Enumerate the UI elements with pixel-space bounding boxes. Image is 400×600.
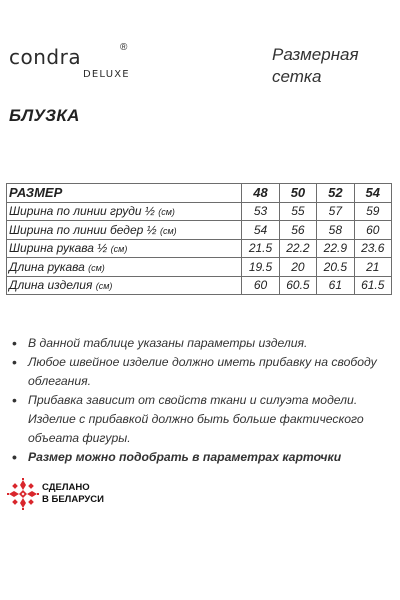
row-unit: (см) (95, 281, 113, 292)
row-value: 56 (279, 221, 316, 240)
row-label-text: Ширина рукава ½ (9, 241, 108, 256)
made-in-badge (7, 478, 147, 512)
row-label (7, 258, 242, 277)
row-value: 22.2 (279, 239, 316, 258)
row-unit: (см) (110, 244, 128, 255)
header-size: 52 (317, 184, 354, 203)
note-text: Прибавка зависит от свойств ткани и силуэта модели. Изделие с прибавкой должно быть больше фактического объеата фигуры. (28, 393, 364, 445)
row-value: 21 (354, 258, 391, 277)
size-table (6, 183, 392, 295)
made-in-line1: СДЕЛАНО (42, 482, 90, 493)
row-value: 57 (317, 202, 354, 221)
belarus-ornament-icon (7, 478, 39, 510)
row-unit: (см) (158, 207, 175, 218)
note-text: В данной таблице указаны параметры изделия. (28, 336, 308, 350)
row-label-text: Ширина по линии груди ½ (9, 204, 155, 219)
product-name: БЛУЗКА (9, 106, 80, 125)
row-label (7, 239, 242, 258)
row-value: 54 (242, 221, 279, 240)
row-label-text: Длина рукава (9, 259, 85, 274)
document-title-line2: сетка (272, 67, 322, 86)
bullet-icon: • (12, 449, 17, 465)
row-label-text: Ширина по линии бедер ½ (9, 222, 157, 237)
table-row (7, 276, 392, 295)
document-title-line1: Размерная (272, 45, 359, 64)
notes-list (12, 334, 382, 467)
document-title (272, 44, 392, 88)
row-value: 22.9 (317, 239, 354, 258)
row-unit: (см) (159, 225, 177, 236)
note-item (12, 391, 382, 448)
row-label-text: Длина изделия (9, 278, 93, 293)
header-size: 54 (354, 184, 391, 203)
note-text: Любое швейное изделие должно иметь прибавку на свободу облегания. (28, 355, 377, 388)
brand-name: condra (9, 45, 82, 69)
row-value: 60 (242, 276, 279, 295)
row-value: 23.6 (354, 239, 391, 258)
table-header-row (7, 184, 392, 203)
row-value: 58 (317, 221, 354, 240)
row-value: 61 (317, 276, 354, 295)
brand-subline: DELUXE (83, 69, 130, 80)
note-item (12, 353, 382, 391)
note-text: Размер можно подобрать в параметрах карточки (28, 450, 342, 464)
row-value: 20 (279, 258, 316, 277)
row-label (7, 221, 242, 240)
header-size: 48 (242, 184, 279, 203)
table-row (7, 221, 392, 240)
row-unit: (см) (88, 262, 105, 273)
row-value: 59 (354, 202, 391, 221)
row-label (7, 202, 242, 221)
brand-logo (9, 44, 139, 86)
made-in-text (42, 482, 104, 506)
made-in-line2: В БЕЛАРУСИ (42, 494, 105, 505)
header-size: 50 (279, 184, 316, 203)
bullet-icon: • (12, 335, 17, 351)
table-row (7, 258, 392, 277)
row-value: 21.5 (242, 239, 279, 258)
row-value: 20.5 (317, 258, 354, 277)
registered-mark: ® (120, 42, 128, 53)
row-value: 55 (279, 202, 316, 221)
table-row (7, 239, 392, 258)
header-label: РАЗМЕР (7, 184, 242, 203)
row-label (7, 276, 242, 295)
row-value: 19.5 (242, 258, 279, 277)
note-item (12, 334, 382, 353)
bullet-icon: • (12, 392, 17, 408)
table-row (7, 202, 392, 221)
note-item (12, 448, 382, 467)
row-value: 60.5 (279, 276, 316, 295)
bullet-icon: • (12, 354, 17, 370)
row-value: 61.5 (354, 276, 391, 295)
row-value: 60 (354, 221, 391, 240)
row-value: 53 (242, 202, 279, 221)
